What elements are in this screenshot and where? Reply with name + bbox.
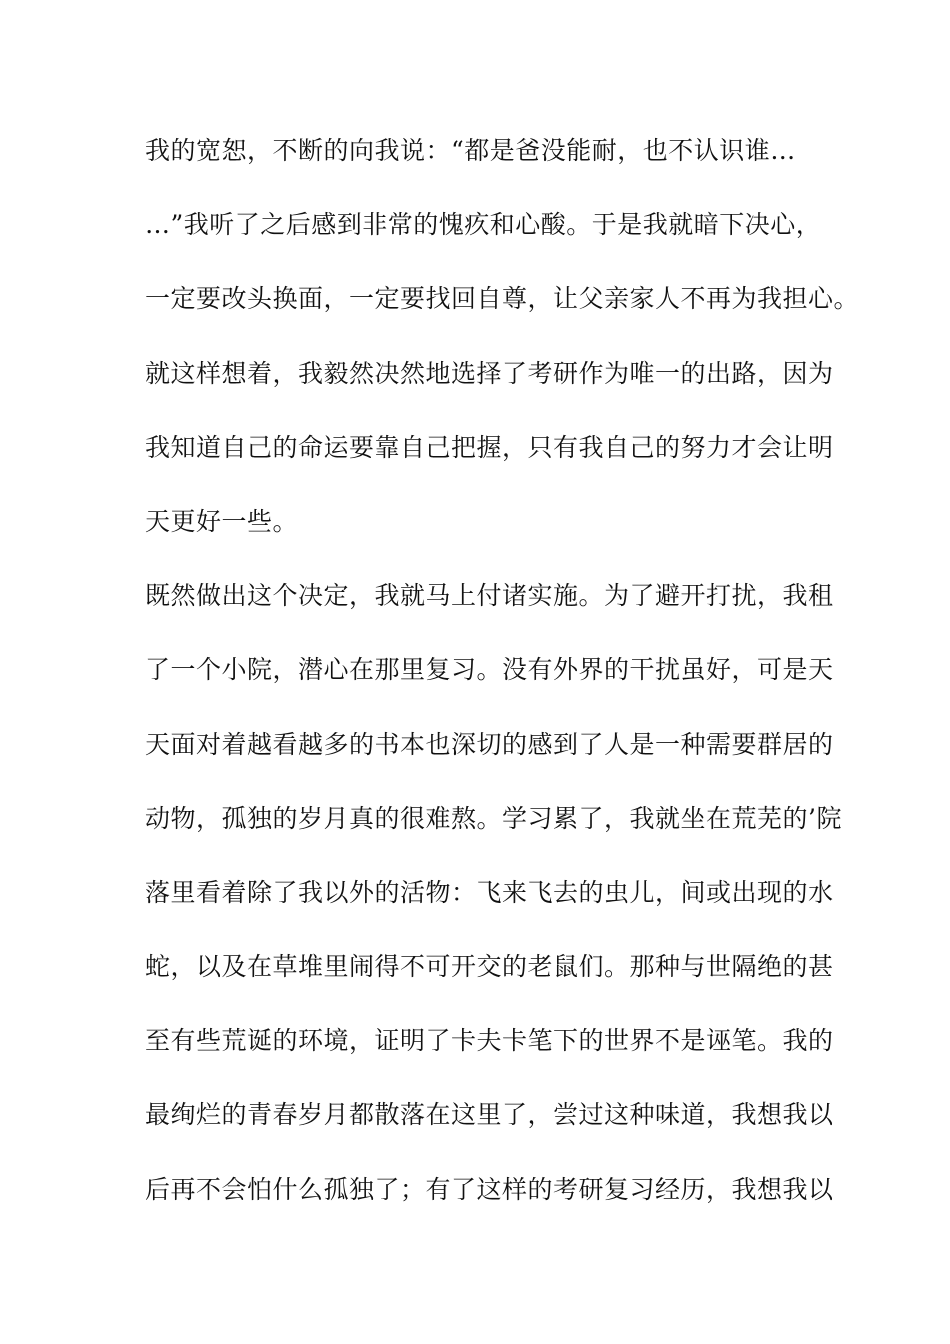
text-line: 最绚烂的青春岁月都散落在这里了，尝过这种味道，我想我以 [145,1100,834,1130]
text-line: 天更好一些。 [145,506,299,536]
text-line: 我知道自己的命运要靠自己把握，只有我自己的努力才会让明 [145,432,834,462]
text-line: 天面对着越看越多的书本也深切的感到了人是一种需要群居的 [145,729,834,759]
text-line: 既然做出这个决定，我就马上付诸实施。为了避开打扰，我租 [145,581,834,611]
text-line: …”我听了之后感到非常的愧疚和心酸。于是我就暗下决心， [145,210,822,240]
text-line: 一定要改头换面，一定要找回自尊，让父亲家人不再为我担心。 [145,284,860,314]
body-text [145,131,860,1244]
text-line: 至有些荒诞的环境，证明了卡夫卡笔下的世界不是诬笔。我的 [145,1026,834,1056]
text-line: 动物，孤独的岁月真的很难熬。学习累了，我就坐在荒芜的’院 [145,803,842,833]
text-line: 就这样想着，我毅然决然地选择了考研作为唯一的出路，因为 [145,358,834,388]
text-line: 我的宽恕，不断的向我说：“都是爸没能耐，也不认识谁… [145,136,796,165]
text-line: 后再不会怕什么孤独了；有了这样的考研复习经历，我想我以 [145,1174,834,1204]
text-line: 落里看着除了我以外的活物：飞来飞去的虫儿，间或出现的水 [145,877,834,907]
text-line: 了一个小院，潜心在那里复习。没有外界的干扰虽好，可是天 [145,655,834,685]
text-line: 蛇，以及在草堆里闹得不可开交的老鼠们。那种与世隔绝的甚 [145,952,834,982]
